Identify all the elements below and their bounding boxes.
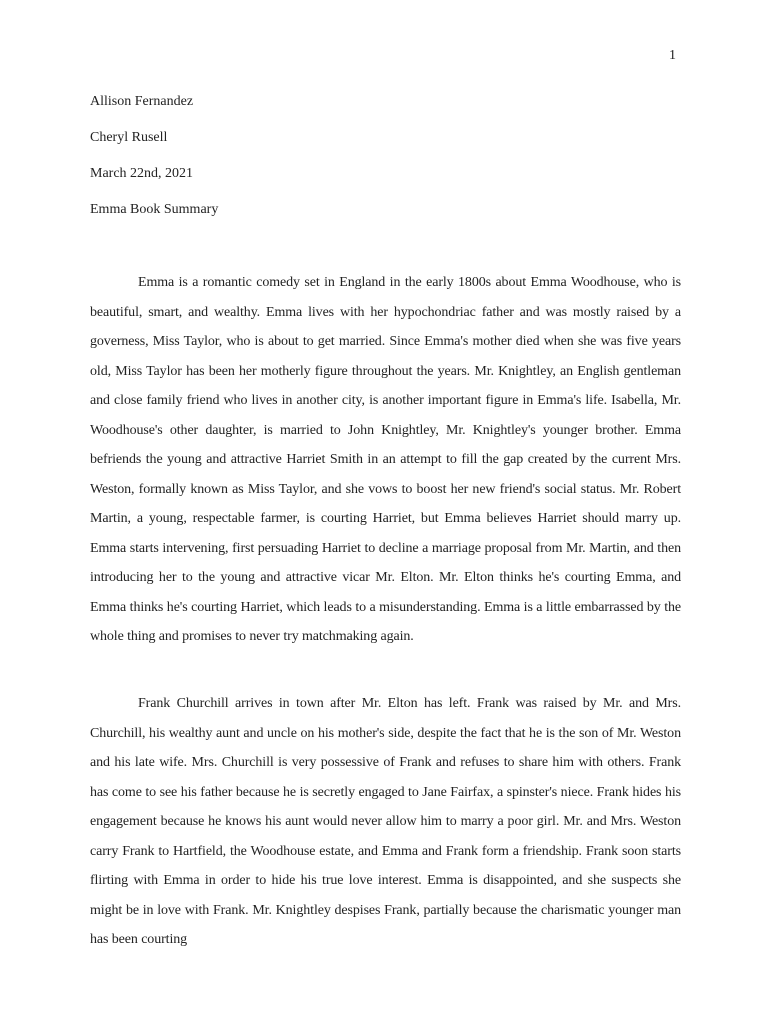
mla-heading bbox=[90, 92, 680, 236]
body-paragraph-2: Frank Churchill arrives in town after Mr. Elton has left. Frank was raised by Mr. and Mrs. Churchill, his wealthy aunt and uncle on his mother's side, despite the fact that he is the son of Mr. Weston and his late wife. Mrs. Churchill is very possessive of Frank and refuses to share him with others. Frank has come to see his father because he is secretly engaged to Jane Fairfax, a spinster's niece. Frank hides his engagement because he knows his aunt would never allow him to marry a poor girl. Mr. and Mrs. Weston carry Frank to Hartfield, the Woodhouse estate, and Emma and Frank form a friendship. Frank soon starts flirting with Emma in order to hide his true love interest. Emma is disappointed, and she suspects she might be in love with Frank. Mr. Knightley despises Frank, partially because the charismatic younger man has been courting bbox=[90, 696, 681, 947]
date-line: March 22nd, 2021 bbox=[90, 166, 194, 181]
instructor-name: Cheryl Rusell bbox=[90, 130, 168, 145]
body-paragraph-1: Emma is a romantic comedy set in England in the early 1800s about Emma Woodhouse, who is beautiful, smart, and wealthy. Emma lives with her hypochondriac father and was mostly raised by a governess, Miss Taylor, who is about to get married. Since Emma's mother died when she was five years old, Miss Taylor has been her motherly figure throughout the years. Mr. Knightley, an English gentleman and close family friend who lives in another city, is another important figure in Emma's life. Isabella, Mr. Woodhouse's other daughter, is married to John Knightley, Mr. Knightley's younger brother. Emma befriends the young and attractive Harriet Smith in an attempt to fill the gap created by the current Mrs. Weston, formally known as Miss Taylor, and she vows to boost her new friend's social status. Mr. Robert Martin, a young, respectable farmer, is courting Harriet, but Emma believes Harriet should marry up. Emma starts intervening, first persuading Harriet to decline a marriage proposal from Mr. Martin, and then introducing her to the young and attractive vicar Mr. Elton. Mr. Elton thinks he's courting Emma, and Emma thinks he's courting Harriet, which leads to a misunderstanding. Emma is a little embarrassed by the whole thing and promises to never try matchmaking again. bbox=[90, 275, 681, 644]
document-title: Emma Book Summary bbox=[90, 202, 219, 217]
page-number: 1 bbox=[669, 48, 676, 63]
author-name: Allison Fernandez bbox=[90, 94, 194, 109]
